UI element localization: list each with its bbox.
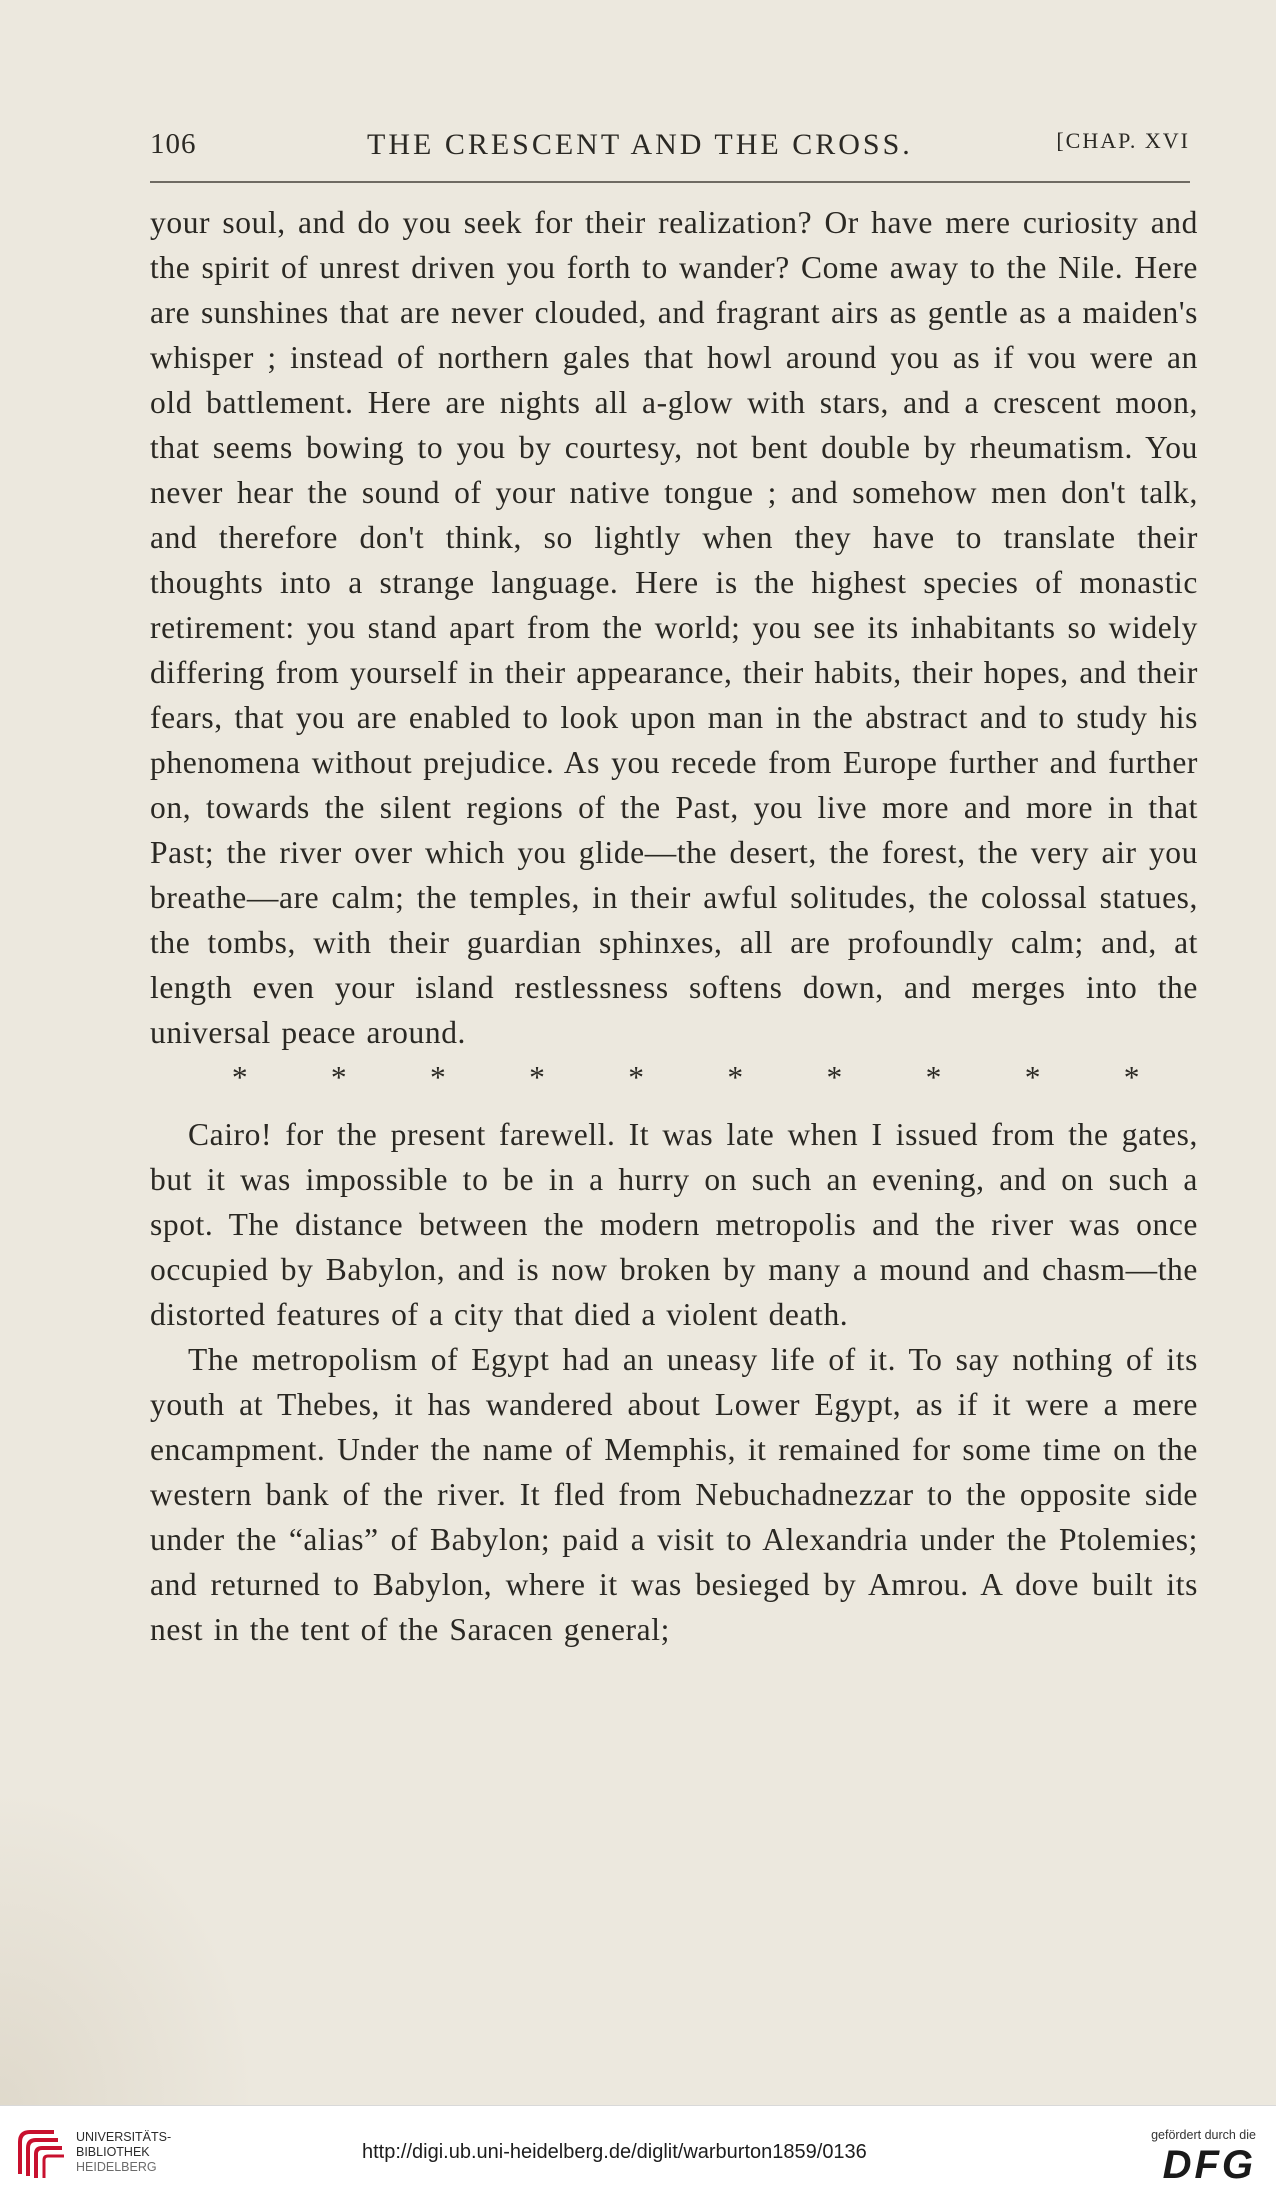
library-name-line: UNIVERSITÄTS- <box>76 2130 172 2144</box>
paragraph-cairo: Cairo! for the present farewell. It was late when I issued from the gates, but it was impossible to be in a hurry on such an evening, and on such a spot. The distance between the modern metropolis and the river was once occupied by Babylon, and is now broken by many a mound and chasm—the distorted features of a city that died a violent death. <box>150 1117 1198 1332</box>
asterisk: * <box>925 1060 942 1095</box>
library-name-line: BIBLIOTHEK <box>76 2145 150 2159</box>
permalink-url[interactable]: http://digi.ub.uni-heidelberg.de/diglit/warburton1859/0136 <box>362 2141 867 2163</box>
body-text <box>150 200 1198 1652</box>
asterisk: * <box>430 1060 447 1095</box>
paragraph-metropolism: The metropolism of Egypt had an uneasy life of it. To say nothing of its youth at Thebes, it has wandered about Lower Egypt, as if it were a mere encampment. Under the name of Memphis, it remained for some time on the western bank of the river. It fled from Nebuchadnezzar to the opposite side under the “alias” of Babylon; paid a visit to Alexandria under the Ptolemies; and returned to Babylon, where it was besieged by Amrou. A dove built its nest in the tent of the Saracen general; <box>150 1342 1198 1647</box>
asterisk: * <box>1024 1060 1042 1095</box>
asterisk: * <box>529 1060 546 1095</box>
funding-label: gefördert durch die <box>1151 2128 1256 2142</box>
asterisk: * <box>727 1060 744 1095</box>
running-head <box>150 128 1190 172</box>
dfg-logo-icon[interactable]: DFG <box>1162 2143 1256 2187</box>
university-library-logo-icon[interactable] <box>12 2124 72 2184</box>
asterisk: * <box>1123 1060 1141 1095</box>
header-rule <box>150 181 1190 183</box>
asterisk: * <box>330 1060 348 1095</box>
funding-credit <box>1126 2128 1256 2188</box>
running-title: THE CRESCENT AND THE CROSS. <box>367 128 913 161</box>
viewer-footer <box>0 2105 1276 2202</box>
paragraph-continued: your soul, and do you seek for their realization? Or have mere curiosity and the spirit of unrest driven you forth to wander? Come away to the Nile. Here are sunshines that are never clouded, and fragrant airs as gentle as a maiden's whisper ; instead of northern gales that howl around you as if vou were an old battlement. Here are nights all a-glow with stars, and a crescent moon, that seems bowing to you by courtesy, not bent double by rheumatism. You never hear the sound of your native tongue ; and somehow men don't talk, and therefore don't think, so lightly when they have to translate their thoughts into a strange language. Here is the highest species of monastic retirement: you stand apart from the world; you see its inhabitants so widely differing from yourself in their appearance, their habits, their hopes, and their fears, that you are enabled to look upon man in the abstract and to study his phenomena without prejudice. As you recede from Europe further and further on, towards the silent regions of the Past, you live more and more in that Past; the river over which you glide—the desert, the forest, the very air you breathe—are calm; the temples, in their awful solitudes, the colossal statues, the tombs, with their guardian sphinxes, all are profoundly calm; and, at length even your island restlessness softens down, and merges into the universal peace around. <box>150 205 1198 1050</box>
asterisk: * <box>628 1060 645 1095</box>
chapter-reference: [CHAP. XVI <box>1056 128 1190 153</box>
asterisk: * <box>826 1060 843 1095</box>
asterisk: * <box>231 1060 249 1095</box>
page-number: 106 <box>150 128 197 160</box>
section-break-asterisks <box>150 1055 1198 1100</box>
library-name-line: HEIDELBERG <box>76 2160 157 2174</box>
library-name <box>76 2130 171 2175</box>
